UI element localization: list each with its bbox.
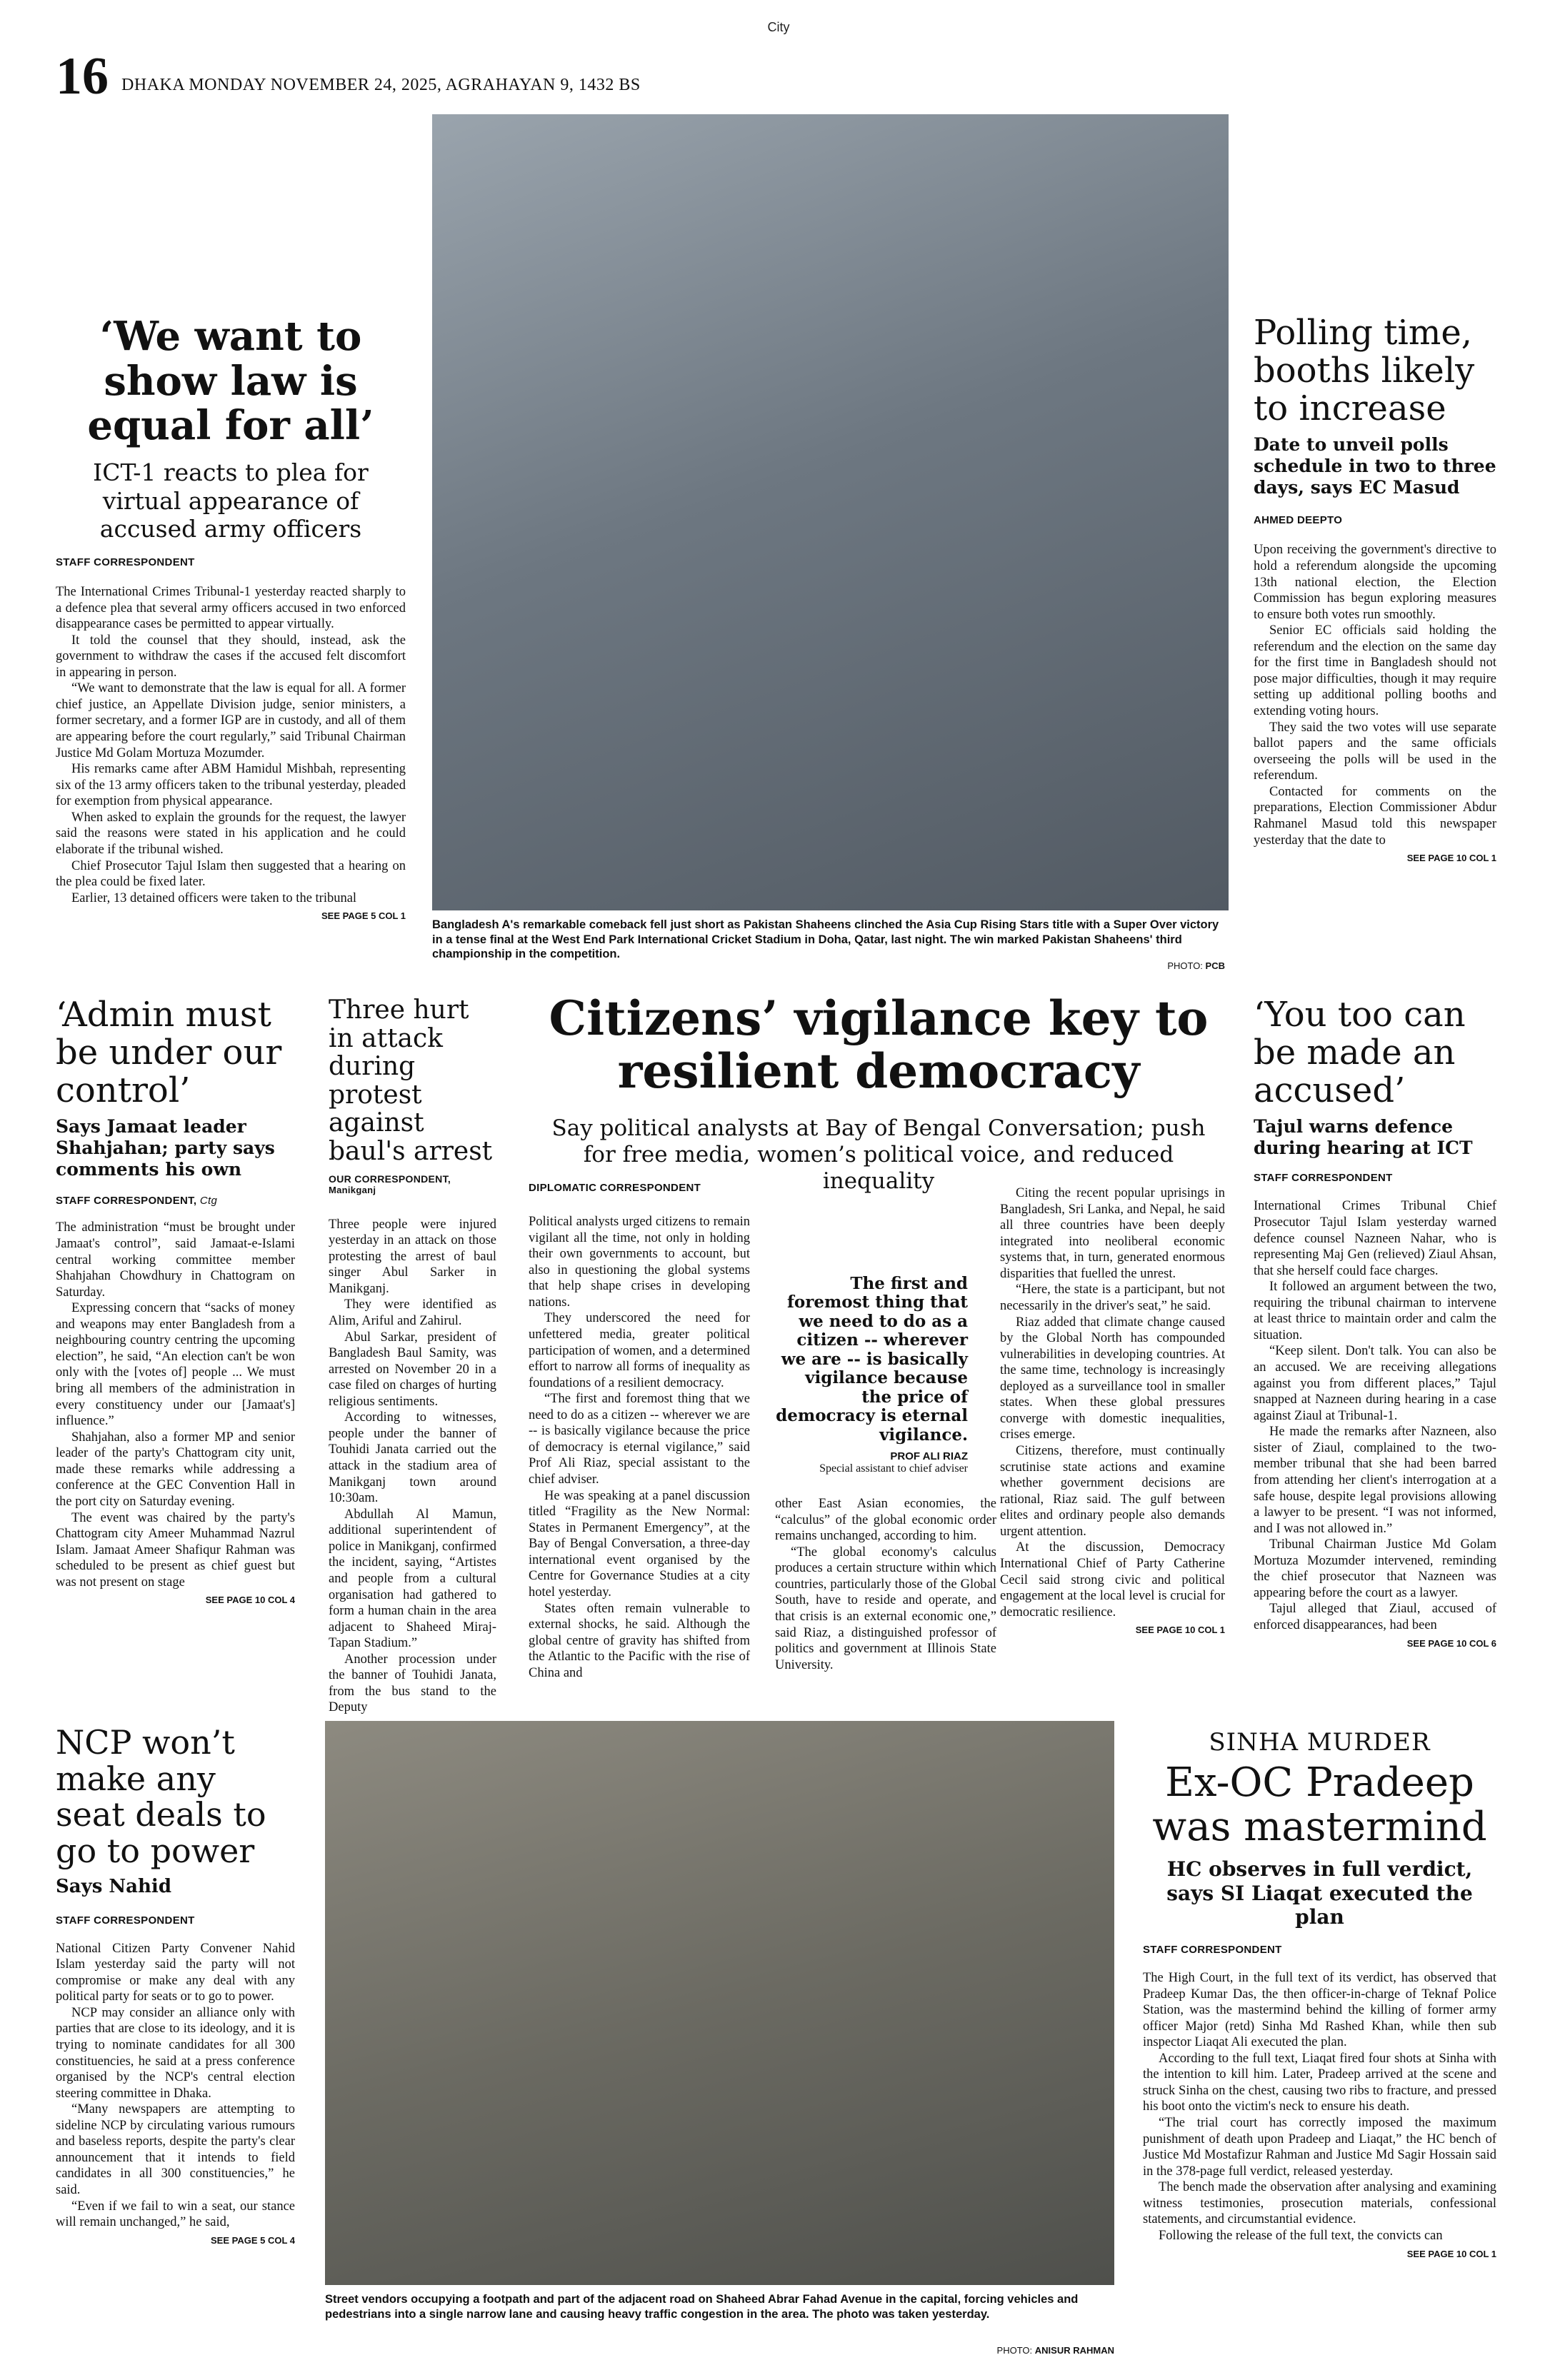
headline: NCP won’t make any seat deals to go to power xyxy=(56,1723,266,1870)
credit-label: PHOTO: xyxy=(1167,960,1203,971)
story-body xyxy=(1143,1970,1496,2244)
paragraph: It followed an argument between the two, requiring the tribunal chairman to intervene at least thrice to maintain order and calm the situation. xyxy=(1254,1280,1496,1342)
byline: OUR CORRESPONDENT, xyxy=(329,1173,451,1185)
lead-headline: Citizens’ vigilance key to resilient democracy xyxy=(549,990,1209,1099)
byline: STAFF CORRESPONDENT xyxy=(56,1914,195,1927)
lead-deck: Say political analysts at Bay of Bengal Conversation; push for free media, women’s political voice, and reduced inequality xyxy=(551,1115,1206,1195)
paragraph: The High Court, in the full text of its verdict, has observed that Pradeep Kumar Das, the then officer-in-charge of Teknaf Police Station, was the mastermind behind the killing of former army officer Major (retd) Sinha Md Rashed Khan, while then sub inspector Liaqat Ali executed the plan. xyxy=(1143,1970,1496,2050)
paragraph: Riaz added that climate change caused by the Global North has compounded vulnerabilities in developing countries. At the same time, technology is increasingly deployed as a surveillance tool in smaller states. When these global pressures converge with domestic inequalities, crises emerge. xyxy=(1000,1315,1225,1442)
story-body xyxy=(1254,542,1496,848)
paragraph: Three people were injured yesterday in an attack on those protesting the arrest of baul singer Abul Sarker in Manikganj. xyxy=(329,1217,496,1296)
byline-name: STAFF CORRESPONDENT, xyxy=(56,1195,197,1207)
byline-place: Ctg xyxy=(199,1195,218,1207)
story-ncp xyxy=(56,1724,295,2246)
lead-col-3 xyxy=(1000,1185,1225,1635)
story-body xyxy=(56,584,406,906)
pull-quote-title: Special assistant to chief adviser xyxy=(819,1462,968,1475)
paragraph: Earlier, 13 detained officers were taken to the tribunal xyxy=(71,890,357,905)
byline xyxy=(56,1195,295,1207)
story-body xyxy=(329,1217,496,1716)
paragraph: “We want to demonstrate that the law is equal for all. A former chief justice, an Appellate Division judge, senior ministers, a former secretary, and a former IGP are in custody, and all of them are appearing before the court regularly,” said Tribunal Chairman Justice Md Golam Mortuza Mozumder. xyxy=(56,681,406,760)
paragraph: At the discussion, Democracy International Chief of Party Catherine Cecil said strong civic and political engagement at the local level is crucial for democratic resilience. xyxy=(1000,1540,1225,1620)
headline: Three hurt in attack during protest against baul's arrest xyxy=(329,995,493,1166)
paragraph: The International Crimes Tribunal-1 yesterday reacted sharply to a defence plea that several army officers accused in two enforced disappearance cases be permitted to appear virtually. xyxy=(56,584,406,632)
headline: ‘Admin must be under our control’ xyxy=(56,995,282,1110)
jump-line: SEE PAGE 10 COL 1 xyxy=(1406,2248,1496,2259)
paragraph: Tribunal Chairman Justice Md Golam Mortuza Mozumder intervened, reminding the chief prosecutor that Nazneen was appearing before the court as a lawyer. xyxy=(1254,1537,1496,1600)
paragraph: Expressing concern that “sacks of money and weapons may enter Bangladesh from a neighbouring country centring the upcoming election”, he said, “An election can't be won only with the [votes of] people ... We must bring all members of the administration in every constituency under our [Jamaat's] influence.” xyxy=(56,1301,295,1429)
story-baul xyxy=(329,996,496,1731)
byline-place: Manikganj xyxy=(329,1184,376,1195)
page-number: 16 xyxy=(56,47,109,106)
jump-line: SEE PAGE 10 COL 6 xyxy=(1406,1637,1496,1649)
paragraph: He made the remarks after Nazneen, also sister of Ziaul, complained to the two-member tribunal that she had been barred from attending her client's interrogation at a safe house, despite legal provisions allowing a lawyer to be present. “I was not informed, and I was not allowed in.” xyxy=(1254,1425,1496,1536)
byline: STAFF CORRESPONDENT xyxy=(1143,1943,1282,1956)
paragraph: “Keep silent. Don't talk. You can also be an accused. We are receiving allegations against you from different places,” Tajul snapped at Nazneen during hearing in a case against Ziaul at Tribunal-1. xyxy=(1254,1344,1496,1423)
paragraph: Senior EC officials said holding the referendum and the election on the same day for the first time in Bangladesh should not pose major difficulties, though it may require setting up additional polling booths and extending voting hours. xyxy=(1254,623,1496,719)
paragraph: Upon receiving the government's directive to hold a referendum alongside the upcoming 13th national election, the Election Commission has begun exploring measures to ensure both votes run smoothly. xyxy=(1254,543,1496,622)
paragraph: They said the two votes will use separate ballot papers and the same officials overseeing the polls will be used in the referendum. xyxy=(1254,720,1496,783)
paragraph: “Many newspapers are attempting to sideline NCP by circulating various rumours and baseless reports, despite the party's clear announcement that it intends to field candidates in all 300 constituencies,” he said. xyxy=(56,2102,295,2197)
dateline: DHAKA MONDAY NOVEMBER 24, 2025, AGRAHAYAN 9, 1432 BS xyxy=(121,76,641,94)
paragraph: When asked to explain the grounds for the request, the lawyer said the reasons were stated in his application and he could elaborate if the tribunal wished. xyxy=(56,810,406,857)
byline: STAFF CORRESPONDENT xyxy=(56,556,195,568)
deck: Says Jamaat leader Shahjahan; party says comments his own xyxy=(56,1116,275,1180)
story-body xyxy=(1254,1198,1496,1633)
paragraph: It told the counsel that they should, instead, ask the government to withdraw the cases if the accused felt discomfort in appearing in person. xyxy=(56,633,406,680)
byline: STAFF CORRESPONDENT xyxy=(1254,1172,1393,1185)
paragraph: other East Asian economies, the “calculus” of the global economic order remains unchanged, according to him. xyxy=(775,1497,996,1544)
jump-line: SEE PAGE 5 COL 1 xyxy=(321,910,406,922)
lead-col-1 xyxy=(529,1214,750,1681)
photo-credit xyxy=(893,2345,1114,2356)
paragraph: Abdullah Al Mamun, additional superintendent of police in Manikganj, confirmed the incident, saying, “Artistes and people from a cultural organisation had gathered to form a human chain in the area adjacent to Shaheed Miraj-Tapan Stadium.” xyxy=(329,1507,496,1651)
paragraph: Another procession under the banner of Touhidi Janata, from the bus stand to the Deputy xyxy=(329,1652,496,1715)
jump-line: SEE PAGE 5 COL 4 xyxy=(210,2234,295,2246)
pull-quote-box xyxy=(775,1275,968,1475)
paragraph: States often remain vulnerable to external shocks, he said. Although the global centre of gravity has shifted from the Atlantic to the Pacific with the rise of China and xyxy=(529,1601,750,1680)
paragraph: Citizens, therefore, must continually scrutinise state actions and examine whether government decisions are rational, Riaz said. The gulf between elites and ordinary people also demands urgent attention. xyxy=(1000,1444,1225,1539)
paragraph: According to witnesses, people under the banner of Touhidi Janata carried out the attack in the stadium area of Manikganj town around 10:30am. xyxy=(329,1410,496,1506)
story-polling xyxy=(1254,314,1496,863)
photo-credit xyxy=(1000,960,1225,971)
deck: Says Nahid xyxy=(56,1876,171,1898)
paragraph: National Citizen Party Convener Nahid Islam yesterday said the party will not compromise or make any deal with any political party for seats or to go to power. xyxy=(56,1941,295,2004)
deck: Date to unveil polls schedule in two to three days, says EC Masud xyxy=(1254,434,1496,498)
deck: Tajul warns defence during hearing at ICT xyxy=(1254,1116,1473,1159)
paragraph: Political analysts urged citizens to remain vigilant all the time, not only in holding their own governments to account, but also in questioning the global systems that help shape crises in developing nations. xyxy=(529,1215,750,1310)
byline: AHMED DEEPTO xyxy=(1254,514,1343,527)
jump-line: SEE PAGE 10 COL 1 xyxy=(1406,853,1496,864)
deck: ICT-1 reacts to plea for virtual appearance of accused army officers xyxy=(93,458,369,543)
paragraph: Citing the recent popular uprisings in Bangladesh, Sri Lanka, and Nepal, he said all three countries have been deeply integrated into neoliberal economic systems that, in turn, generated enormous disparities that fuelled the unrest. xyxy=(1000,1186,1225,1281)
paragraph: NCP may consider an alliance only with parties that are close to its ideology, and it is trying to nominate candidates for all 300 constituencies, he said at a press conference organised by the NCP's central election steering committee in Dhaka. xyxy=(56,2005,295,2101)
paragraph: The administration “must be brought under Jamaat's control”, said Jamaat-e-Islami central working committee member Shahjahan Chowdhury in Chattogram on Saturday. xyxy=(56,1220,295,1300)
credit-label: PHOTO: xyxy=(996,2345,1033,2356)
paragraph: International Crimes Tribunal Chief Prosecutor Tajul Islam yesterday warned defence counsel Nazneen Nahar, who is representing Maj Gen (relieved) Ziaul Ahsan, that she herself could face charges. xyxy=(1254,1199,1496,1278)
paragraph: According to the full text, Liaqat fired four shots at Sinha with the intention to kill him. Later, Pradeep arrived at the scene and struck Sinha on the chest, causing two ribs to fracture, and pressed his boot onto the victim's neck to ensure his death. xyxy=(1143,2051,1496,2114)
kicker: SINHA MURDER xyxy=(1209,1728,1431,1757)
story-ict xyxy=(56,314,406,921)
paragraph: Contacted for comments on the preparations, Election Commissioner Abdur Rahmanel Masud told this newspaper yesterday that the date to xyxy=(1254,784,1496,848)
paragraph: The bench made the observation after analysing and examining witness testimonies, prosecution materials, confessional statements, and circumstantial evidence. xyxy=(1143,2180,1496,2227)
paragraph: The event was chaired by the party's Chattogram city Ameer Muhammad Nazrul Islam. Jamaat Ameer Shafiqur Rahman was scheduled to be present as chief guest but was not present on stage xyxy=(56,1510,295,1590)
headline: ‘You too can be made an accused’ xyxy=(1254,995,1466,1110)
paragraph: Shahjahan, also a former MP and senior leader of the party's Chattogram city unit, made these remarks while addressing a conference at the GEC Convention Hall in the port city on Saturday evening. xyxy=(56,1430,295,1509)
lead-byline: DIPLOMATIC CORRESPONDENT xyxy=(529,1182,701,1194)
credit-name: ANISUR RAHMAN xyxy=(1034,2345,1114,2356)
paragraph: Abul Sarkar, president of Bangladesh Baul Samity, was arrested on November 20 in a case filed on charges of hurting religious sentiments. xyxy=(329,1330,496,1409)
vendors-photo xyxy=(325,1721,1114,2285)
story-body xyxy=(56,1220,295,1590)
credit-name: PCB xyxy=(1205,960,1225,971)
story-admin xyxy=(56,996,295,1605)
paragraph: “The first and foremost thing that we need to do as a citizen -- wherever we are -- is basically vigilance because the price of democracy is eternal vigilance,” said Prof Ali Riaz, special assistant to the chief adviser. xyxy=(529,1392,750,1487)
photo-caption: Street vendors occupying a footpath and part of the adjacent road on Shaheed Abrar Fahad Avenue in the capital, forcing vehicles and pedestrians into a single narrow lane and causing heavy traffic congestion in the area. The photo was taken yesterday. xyxy=(325,2293,1079,2321)
deck: HC observes in full verdict, says SI Liaqat executed the plan xyxy=(1166,1857,1473,1929)
paragraph: They underscored the need for unfettered media, greater political participation of women, and a determined effort to narrow all forms of inequality as foundations of a resilient democracy. xyxy=(529,1311,750,1390)
paragraph: Following the release of the full text, the convicts can xyxy=(1159,2228,1443,2243)
headline: Polling time, booths likely to increase xyxy=(1254,313,1475,428)
paragraph: They were identified as Alim, Ariful and Zahirul. xyxy=(329,1297,496,1328)
lead-col-2 xyxy=(775,1496,996,1673)
cricket-photo xyxy=(432,114,1229,910)
story-accused xyxy=(1254,996,1496,1649)
paragraph: He was speaking at a panel discussion titled “Fragility as the New Normal: States in Permanent Emergency”, at the Bay of Bengal Conversation, a three-day international event organised by the Centre for Governance Studies at a city hotel yesterday. xyxy=(529,1488,750,1600)
lead-col-3-body xyxy=(1000,1185,1225,1620)
paragraph: Chief Prosecutor Tajul Islam then suggested that a hearing on the plea could be fixed later. xyxy=(56,858,406,890)
jump-line: SEE PAGE 10 COL 1 xyxy=(1135,1625,1225,1636)
pull-quote-name: PROF ALI RIAZ xyxy=(890,1450,968,1462)
paragraph: “The global economy's calculus produces a certain structure within which countries, particularly those of the Global South, have to reside and operate, and that crisis is an external economic one,” said Riaz, a distinguished professor of politics and government at Illinois State University. xyxy=(775,1545,996,1672)
paragraph: His remarks came after ABM Hamidul Mishbah, representing six of the 13 army officers taken to the tribunal yesterday, pleaded for exemption from physical appearance. xyxy=(56,762,406,809)
photo-caption: Bangladesh A's remarkable comeback fell just short as Pakistan Shaheens clinched the Asia Cup Rising Stars title with a Super Over victory in a tense final at the West End Park International Cricket Stadium in Doha, Qatar, last night. The win marked Pakistan Shaheens' third championship in the competition. xyxy=(432,918,1219,961)
paragraph: “Here, the state is a participant, but not necessarily in the driver's seat,” he said. xyxy=(1000,1282,1225,1313)
headline: ‘We want to show law is equal for all’ xyxy=(87,313,374,450)
paragraph: Tajul alleged that Ziaul, accused of enforced disappearances, had been xyxy=(1254,1602,1496,1633)
jump-line: SEE PAGE 10 COL 4 xyxy=(205,1595,295,1606)
story-sinha xyxy=(1143,1728,1496,2259)
story-body xyxy=(56,1941,295,2231)
pull-quote: The first and foremost thing that we need to do as a citizen -- wherever we are -- is basically vigilance because the price of democracy is eternal vigilance. xyxy=(776,1274,968,1445)
paragraph: “The trial court has correctly imposed the maximum punishment of death upon Pradeep and Liaqat,” the HC bench of Justice Md Mostafizur Rahman and Justice Md Sagir Hossain said in the 378-page full verdict, released yesterday. xyxy=(1143,2116,1496,2179)
section-label: City xyxy=(767,20,790,34)
paragraph: “Even if we fail to win a seat, our stance will remain unchanged,” he said, xyxy=(56,2199,295,2230)
headline: Ex-OC Pradeep was mastermind xyxy=(1152,1759,1487,1850)
